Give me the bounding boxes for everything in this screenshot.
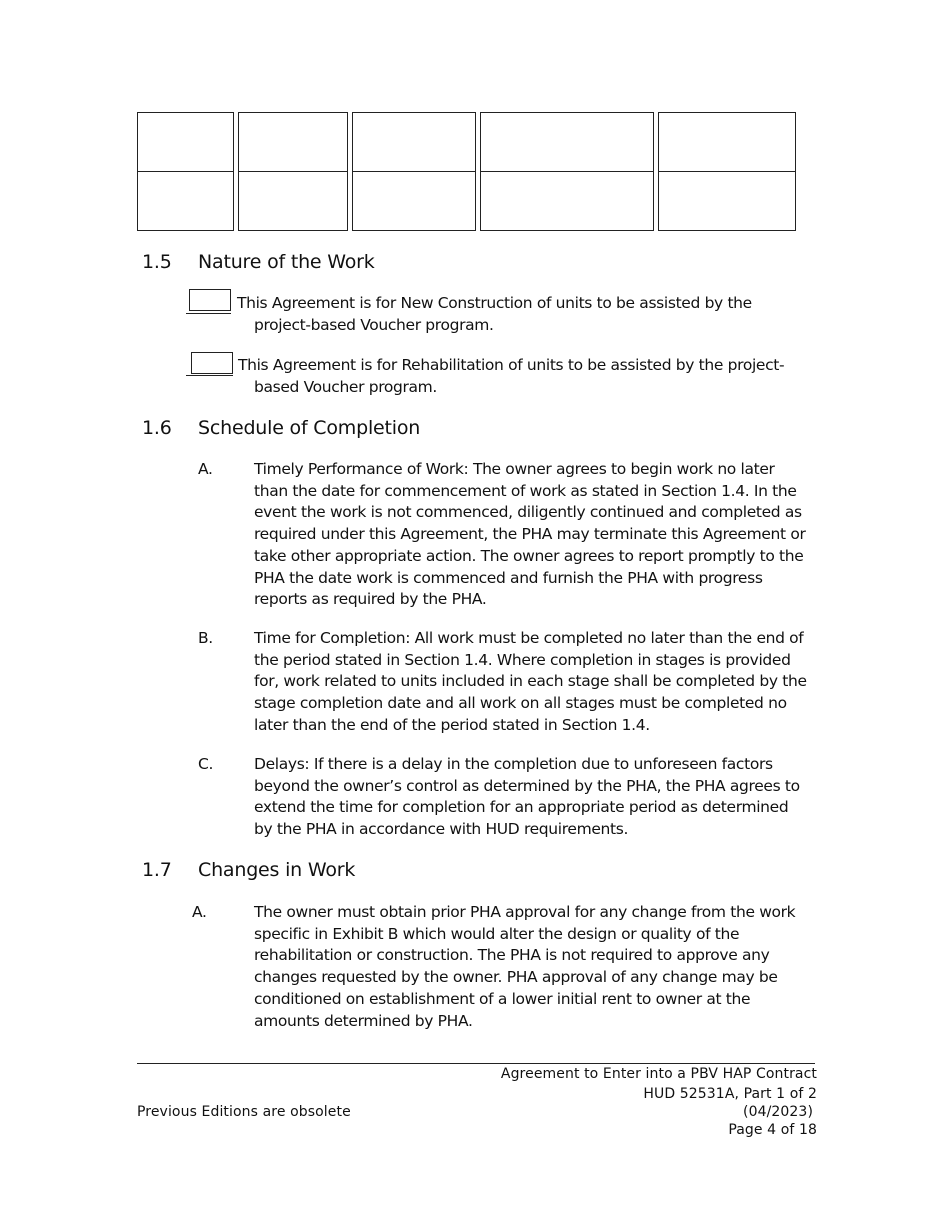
item-letter: B.	[198, 629, 213, 647]
checkbox-underline	[186, 375, 233, 376]
option-text-line: based Voucher program.	[254, 377, 437, 396]
section-number: 1.6	[142, 417, 172, 439]
section-heading-1-7	[142, 859, 742, 885]
section-title: Changes in Work	[198, 859, 356, 881]
rehabilitation-checkbox[interactable]	[191, 352, 233, 374]
section-title: Schedule of Completion	[198, 417, 421, 439]
option-rehabilitation	[238, 355, 818, 398]
item-letter: A.	[198, 460, 213, 478]
table-cell	[137, 112, 234, 172]
section-title: Nature of the Work	[198, 251, 375, 273]
section-number: 1.5	[142, 251, 172, 273]
footer-form-title: Agreement to Enter into a PBV HAP Contract	[500, 1066, 817, 1082]
item-text: Timely Performance of Work: The owner agrees to begin work no later than the date for commencement of work as stated in Section 1.4. In the event the work is not commenced, diligently continued and completed as required under this Agreement, the PHA may terminate this Agreement or take other appropriate action. The owner agrees to report promptly to the PHA the date work is commenced and furnish the PHA with progress reports as required by the PHA.	[254, 460, 806, 609]
schedule-item-b	[198, 628, 818, 740]
table-cell	[137, 171, 234, 231]
footer-form-number: HUD 52531A, Part 1 of 2	[643, 1086, 817, 1102]
section-number: 1.7	[142, 859, 172, 881]
blank-table	[137, 112, 796, 231]
table-cell	[238, 112, 348, 172]
footer-divider	[137, 1063, 815, 1064]
table-cell	[480, 171, 654, 231]
option-text-line: This Agreement is for Rehabilitation of units to be assisted by the project-	[238, 356, 785, 374]
table-cell	[480, 112, 654, 172]
table-cell	[352, 112, 476, 172]
footer-left-note: Previous Editions are obsolete	[137, 1104, 351, 1120]
new-construction-checkbox[interactable]	[189, 289, 231, 311]
item-text: The owner must obtain prior PHA approval for any change from the work specific in Exhibit B which would alter the design or quality of the rehabilitation or construction. The PHA is not required to approve any changes requested by the owner. PHA approval of any change may be conditioned on establishment of a lower initial rent to owner at the amounts determined by PHA.	[254, 903, 796, 1030]
item-letter: C.	[198, 755, 214, 773]
table-cell	[352, 171, 476, 231]
option-text-line: This Agreement is for New Construction of units to be assisted by the	[237, 294, 752, 312]
footer-page-number: Page 4 of 18	[728, 1122, 817, 1138]
table-cell	[658, 112, 796, 172]
option-new-construction	[237, 293, 817, 336]
schedule-item-c	[198, 754, 818, 844]
item-letter: A.	[192, 903, 207, 921]
footer-form-date: (04/2023)	[743, 1104, 813, 1120]
schedule-item-a	[198, 459, 818, 614]
option-text-line: project-based Voucher program.	[254, 315, 494, 334]
changes-item-a	[192, 902, 818, 1037]
table-cell	[658, 171, 796, 231]
item-text: Time for Completion: All work must be completed no later than the end of the period stated in Section 1.4. Where completion in stages is provided for, work related to units included in each stage shall be completed by the stage completion date and all work on all stages must be completed no later than the end of the period stated in Section 1.4.	[254, 629, 807, 734]
item-text: Delays: If there is a delay in the completion due to unforeseen factors beyond the owner’s control as determined by the PHA, the PHA agrees to extend the time for completion for an appropriate period as determined by the PHA in accordance with HUD requirements.	[254, 755, 800, 839]
section-heading-1-5	[142, 251, 742, 277]
table-cell	[238, 171, 348, 231]
section-heading-1-6	[142, 417, 742, 443]
checkbox-underline	[186, 313, 231, 314]
